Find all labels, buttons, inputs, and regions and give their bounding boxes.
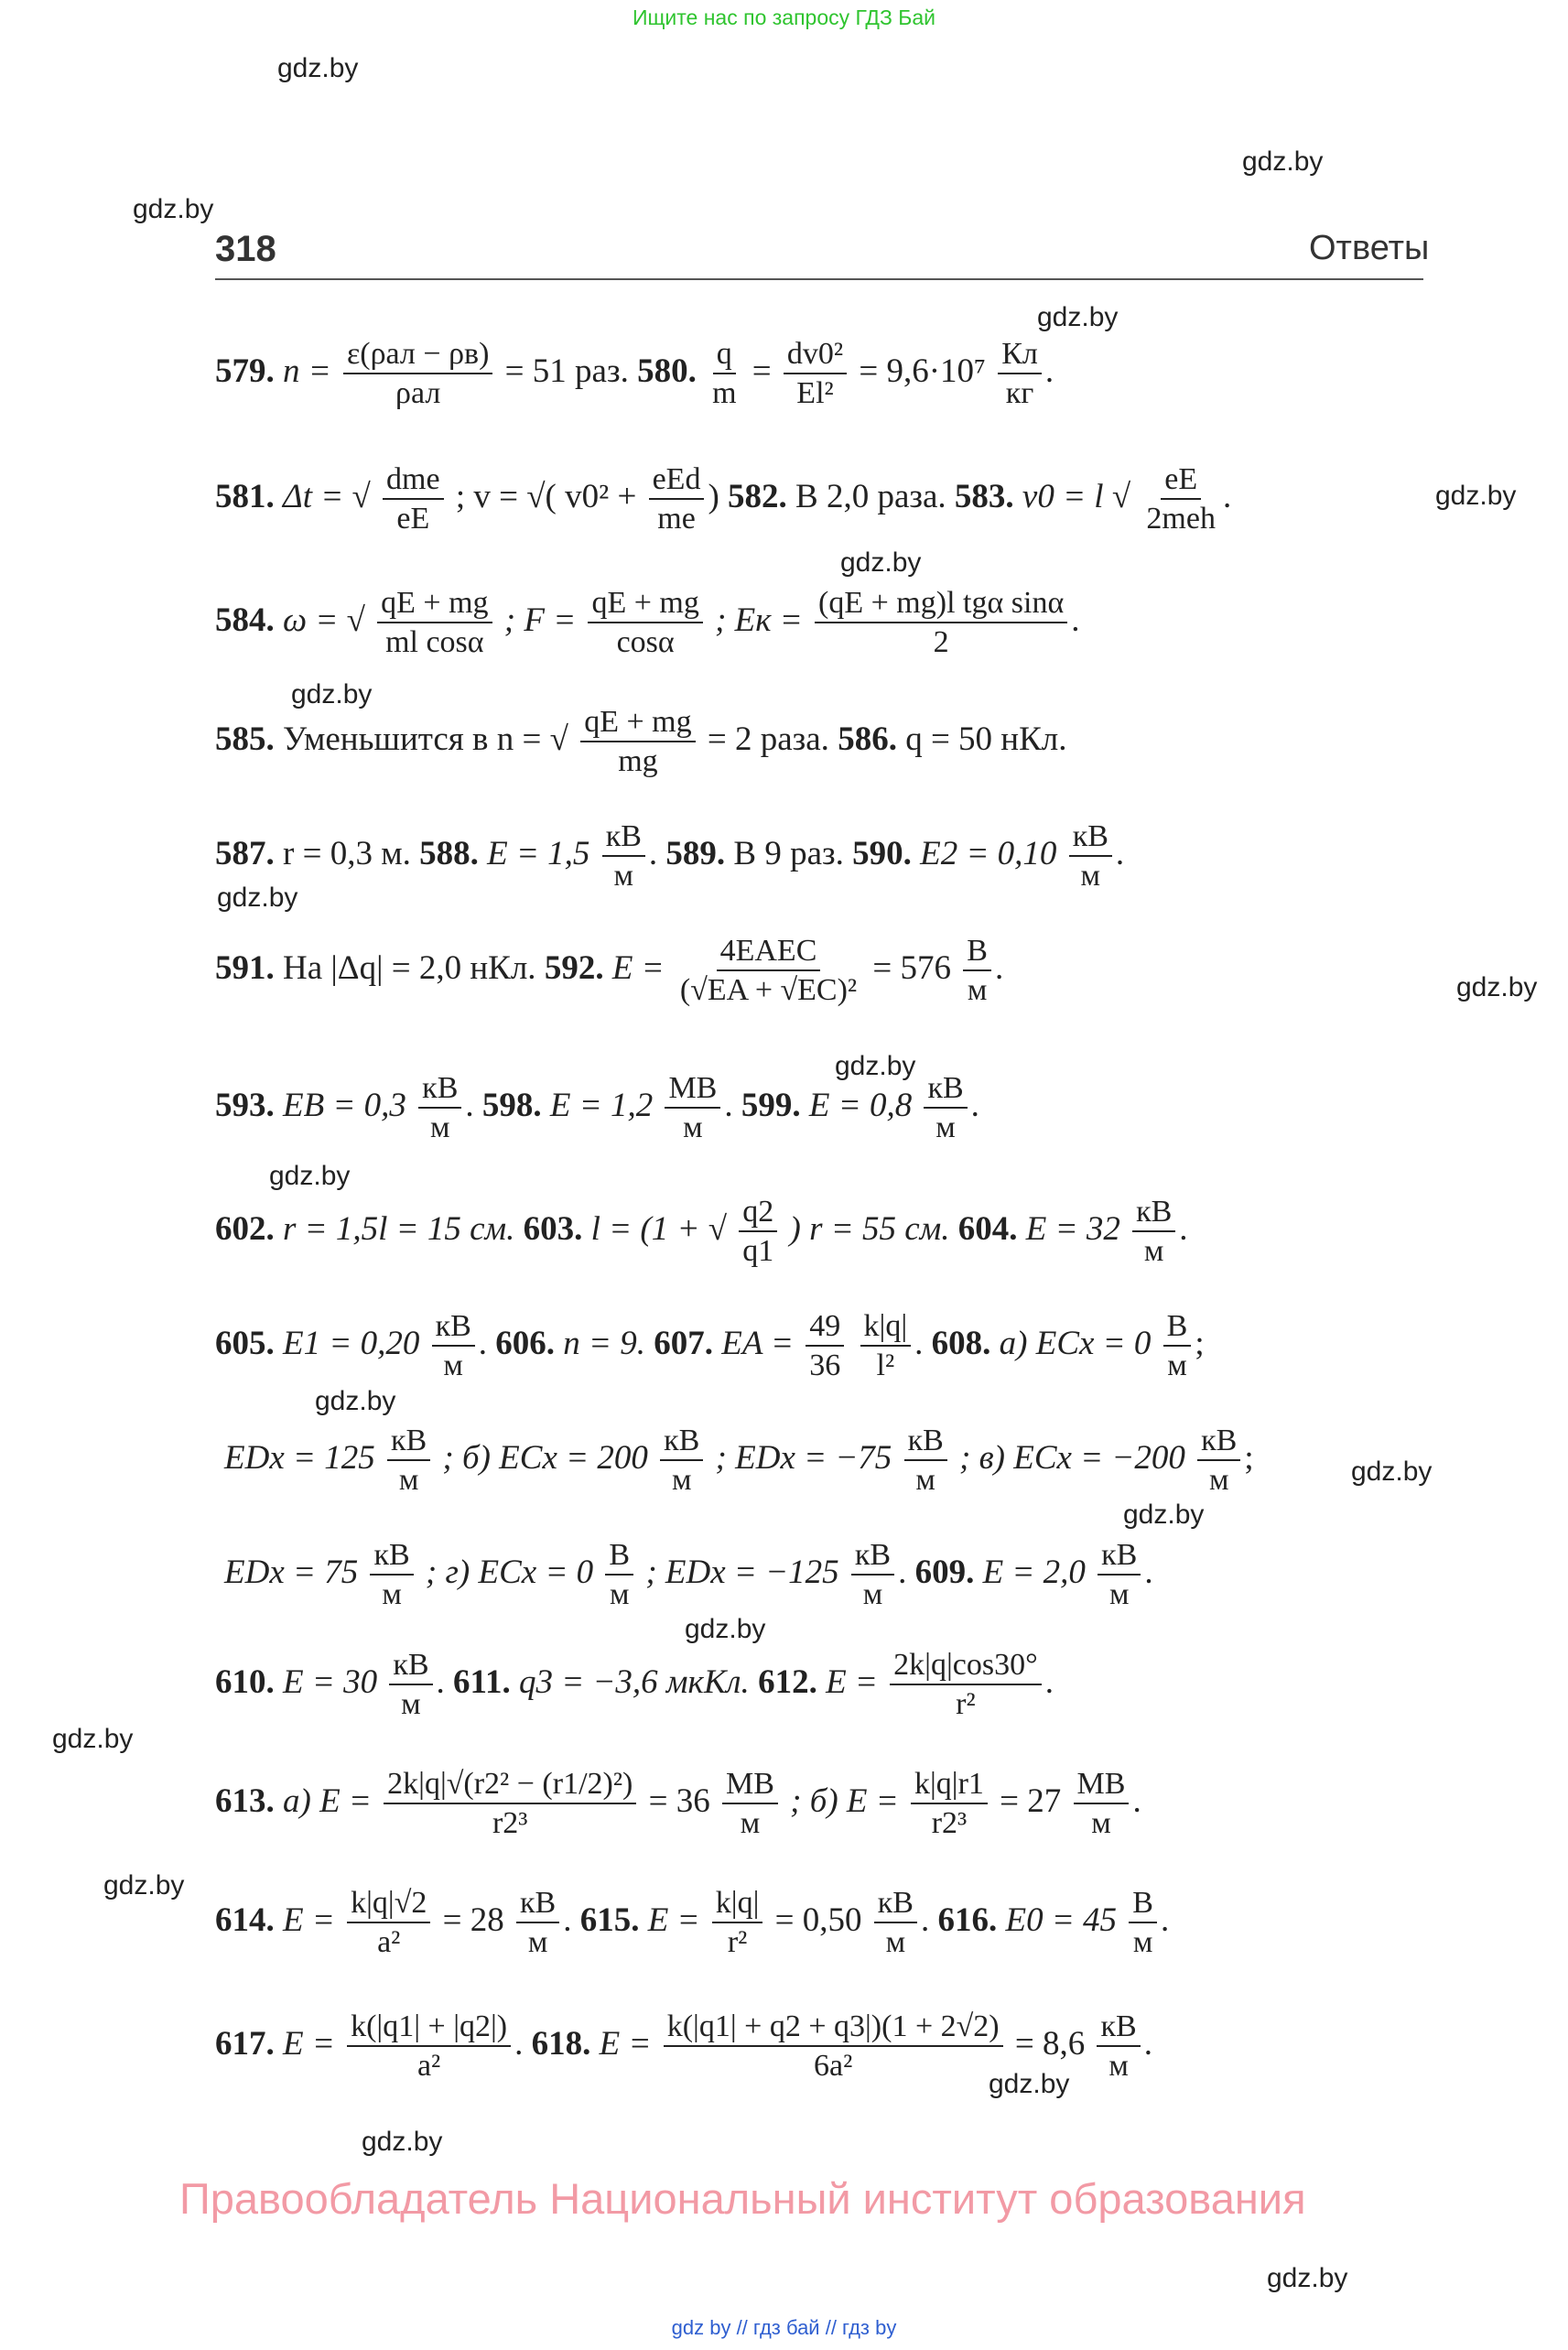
watermark: gdz.by <box>989 2069 1070 2099</box>
watermark: gdz.by <box>1456 972 1538 1002</box>
page-number: 318 <box>215 229 276 269</box>
watermark: gdz.by <box>1123 1500 1205 1530</box>
watermark: gdz.by <box>269 1161 351 1191</box>
answer-line-581: 581. Δt = √ $\frac{\text{dme}}{eE}$ ; v = √( v0² + $\frac{\text{eEd}}{me}$ ) 582. В 2,0 раза. 583. v0 = l √ $\frac{eE}{\text{2meh}}$ . <box>215 462 1232 536</box>
watermark: gdz.by <box>217 883 298 913</box>
answer-line-585: 585. Уменьшится в n = √ $\frac{qE + mg}{mg}$ = 2 раза. 586. q = 50 нКл. <box>215 705 1067 779</box>
answer-line-614: 614. E = $\frac{k|q|√2}{\text{a²}}$ = 28 $\frac{кВ}{м}$ . 615. E = $\frac{k|q|}{\text{r²}}$ = 0,50 $\frac{кВ}{м}$ . 616. E0 = 45 $\frac{В}{м}$ . <box>215 1886 1170 1960</box>
top-search-text: Ищите нас по запросу ГДЗ Бай <box>632 5 936 29</box>
header-rule <box>215 278 1423 280</box>
answer-line-579: 579. n = $\frac{\text{ε(ρал − ρв)}}{\text{ρал}}$ = 51 раз. 580. $\frac{q}{m}$ = $\frac{\text{dv0²}}{\text{El²}}$ = 9,6·10⁷ $\frac{Кл}{кг}$ . <box>215 337 1054 411</box>
watermark: gdz.by <box>315 1386 396 1416</box>
answer-line-584: 584. ω = √ $\frac{qE + mg}{\text{ml cosα}}$ ; F = $\frac{qE + mg}{\cos\alpha}$ ; Eк = $\frac{\text{(qE + mg)l tgα sinα}}{2}$ . <box>215 586 1080 660</box>
watermark: gdz.by <box>1267 2263 1348 2293</box>
footer-links[interactable]: gdz by // гдз бай // гдз by <box>671 2316 897 2339</box>
watermark: gdz.by <box>103 1870 185 1901</box>
answer-line-608-cont1: EDx = 125 $\frac{кВ}{м}$ ; б) ECx = 200 $\frac{кВ}{м}$ ; EDx = −75 $\frac{кВ}{м}$ ; в) ECx = −200 $\frac{кВ}{м}$ ; <box>224 1424 1254 1498</box>
watermark: gdz.by <box>835 1051 916 1081</box>
answer-line-605: 605. E1 = 0,20 $\frac{кВ}{м}$ . 606. n = 9. 607. EA = $\frac{49}{36}$ $\frac{k|q|}{\text{l²}}$ . 608. а) ECx = 0 $\frac{В}{м}$ ; <box>215 1309 1205 1383</box>
answer-line-587: 587. r = 0,3 м. 588. E = 1,5 $\frac{кВ}{м}$ . 589. В 9 раз. 590. E2 = 0,10 $\frac{кВ}{м}$ . <box>215 819 1125 893</box>
watermark: gdz.by <box>291 679 373 709</box>
answer-line-610: 610. E = 30 $\frac{кВ}{м}$ . 611. q3 = −3,6 мкКл. 612. E = $\frac{2k|q|\cos 30^\circ}{\text{r²}}$ . <box>215 1648 1054 1722</box>
watermark: gdz.by <box>1351 1457 1433 1487</box>
answer-line-608-cont2: EDx = 75 $\frac{кВ}{м}$ ; г) ECx = 0 $\frac{В}{м}$ ; EDx = −125 $\frac{кВ}{м}$ . 609. E = 2,0 $\frac{кВ}{м}$ . <box>224 1538 1153 1612</box>
watermark: gdz.by <box>1037 302 1119 332</box>
watermark: gdz.by <box>277 53 359 83</box>
answer-line-591: 591. На |Δq| = 2,0 нКл. 592. E = $\frac{\text{4EAEC}}{\text{(√EA + √EC)²}}$ = 576 $\frac{В}{м}$ . <box>215 934 1004 1008</box>
watermark: gdz.by <box>685 1614 766 1644</box>
watermark: gdz.by <box>362 2127 443 2157</box>
answer-line-617: 617. E = $\frac{k(|q1| + |q2|)}{\text{a²}}$ . 618. E = $\frac{k(|q1| + q2 + q3|)(1 + 2√2)}{\text{6a²}}$ = 8,6 $\frac{кВ}{м}$ . <box>215 2009 1152 2084</box>
copyright-notice: Правообладатель Национальный институт образования <box>179 2174 1306 2223</box>
watermark: gdz.by <box>840 547 922 578</box>
watermark: gdz.by <box>52 1724 134 1754</box>
watermark: gdz.by <box>1435 481 1517 511</box>
section-title: Ответы <box>1309 229 1430 267</box>
answer-line-602: 602. r = 1,5l = 15 см. 603. l = (1 + √ $\frac{q2}{q1}$ ) r = 55 см. 604. E = 32 $\frac{кВ}{м}$ . <box>215 1195 1188 1269</box>
answer-line-593: 593. EB = 0,3 $\frac{кВ}{м}$ . 598. E = 1,2 $\frac{МВ}{м}$ . 599. E = 0,8 $\frac{кВ}{м}$ . <box>215 1071 979 1145</box>
watermark: gdz.by <box>133 194 214 224</box>
watermark: gdz.by <box>1242 146 1324 177</box>
answer-line-613: 613. а) E = $\frac{\text{2k|q|√(r2² − (r1/2)²)}}{\text{r2³}}$ = 36 $\frac{МВ}{м}$ ; б) E = $\frac{k|q|r1}{\text{r2³}}$ = 27 $\frac{МВ}{м}$ . <box>215 1767 1141 1841</box>
